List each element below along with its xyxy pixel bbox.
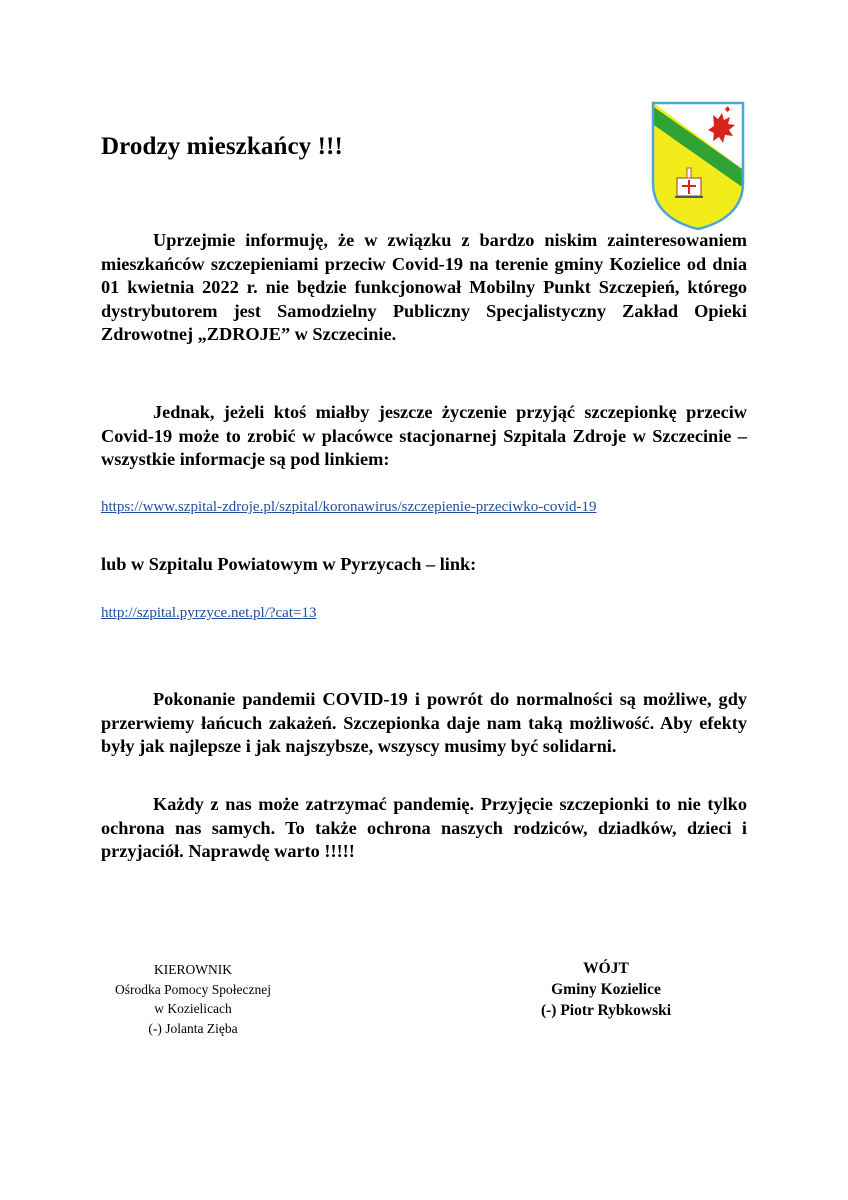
coat-of-arms-icon bbox=[651, 101, 745, 231]
paragraph-intro: Uprzejmie informuję, że w związku z bardzo niskim zainteresowaniem mieszkańców szczepieniami przeciw Covid-19 na terenie gminy Kozielice od dnia 01 kwietnia 2022 r. nie będzie funkcjonował Mobilny Punkt Szczepień, którego dystrybutorem jest Samodzielny Publiczny Specjalistyczny Zakład Opieki Zdrowotnej „ZDROJE” w Szczecinie. bbox=[101, 230, 747, 345]
signature-line: w Kozielicach bbox=[154, 1001, 232, 1016]
paragraph-hospital-zdroje: Jednak, jeżeli ktoś miałby jeszcze życzenie przyjąć szczepionkę przeciw Covid-19 może to zrobić w placówce stacjonarnej Szpitala Zdroje w Szczecinie – wszystkie informacje są pod linkiem: bbox=[101, 402, 747, 470]
link-szpital-pyrzyce[interactable]: http://szpital.pyrzyce.net.pl/?cat=13 bbox=[101, 605, 317, 621]
paragraph-pandemic: Pokonanie pandemii COVID-19 i powrót do normalności są możliwe, gdy przerwiemy łańcuch zakażeń. Szczepionka daje nam taką możliwość. Aby efekty były jak najlepsze i jak najszybsze, wszyscy musimy być solidarni. bbox=[101, 689, 747, 757]
signature-line: Ośrodka Pomocy Społecznej bbox=[115, 981, 271, 997]
signature-line: KIEROWNIK bbox=[154, 962, 232, 977]
link-szpital-zdroje[interactable]: https://www.szpital-zdroje.pl/szpital/koronawirus/szczepienie-przeciwko-covid-19 bbox=[101, 499, 597, 515]
paragraph-appeal: Każdy z nas może zatrzymać pandemię. Przyjęcie szczepionki to nie tylko ochrona nas samych. To także ochrona naszych rodziców, dziadków, dzieci i przyjaciół. Naprawdę warto !!!!! bbox=[101, 794, 747, 862]
signature-line: (-) Jolanta Zięba bbox=[148, 1020, 238, 1036]
paragraph-pyrzyce: lub w Szpitalu Powiatowym w Pyrzycach – link: bbox=[101, 554, 477, 574]
signature-line: Gminy Kozielice bbox=[551, 981, 661, 998]
signature-kierownik bbox=[98, 960, 288, 1038]
page-title: Drodzy mieszkańcy !!! bbox=[101, 133, 343, 160]
signature-line: (-) Piotr Rybkowski bbox=[540, 1002, 672, 1019]
signature-line: WÓJT bbox=[583, 960, 629, 977]
signature-wojt bbox=[516, 958, 696, 1021]
